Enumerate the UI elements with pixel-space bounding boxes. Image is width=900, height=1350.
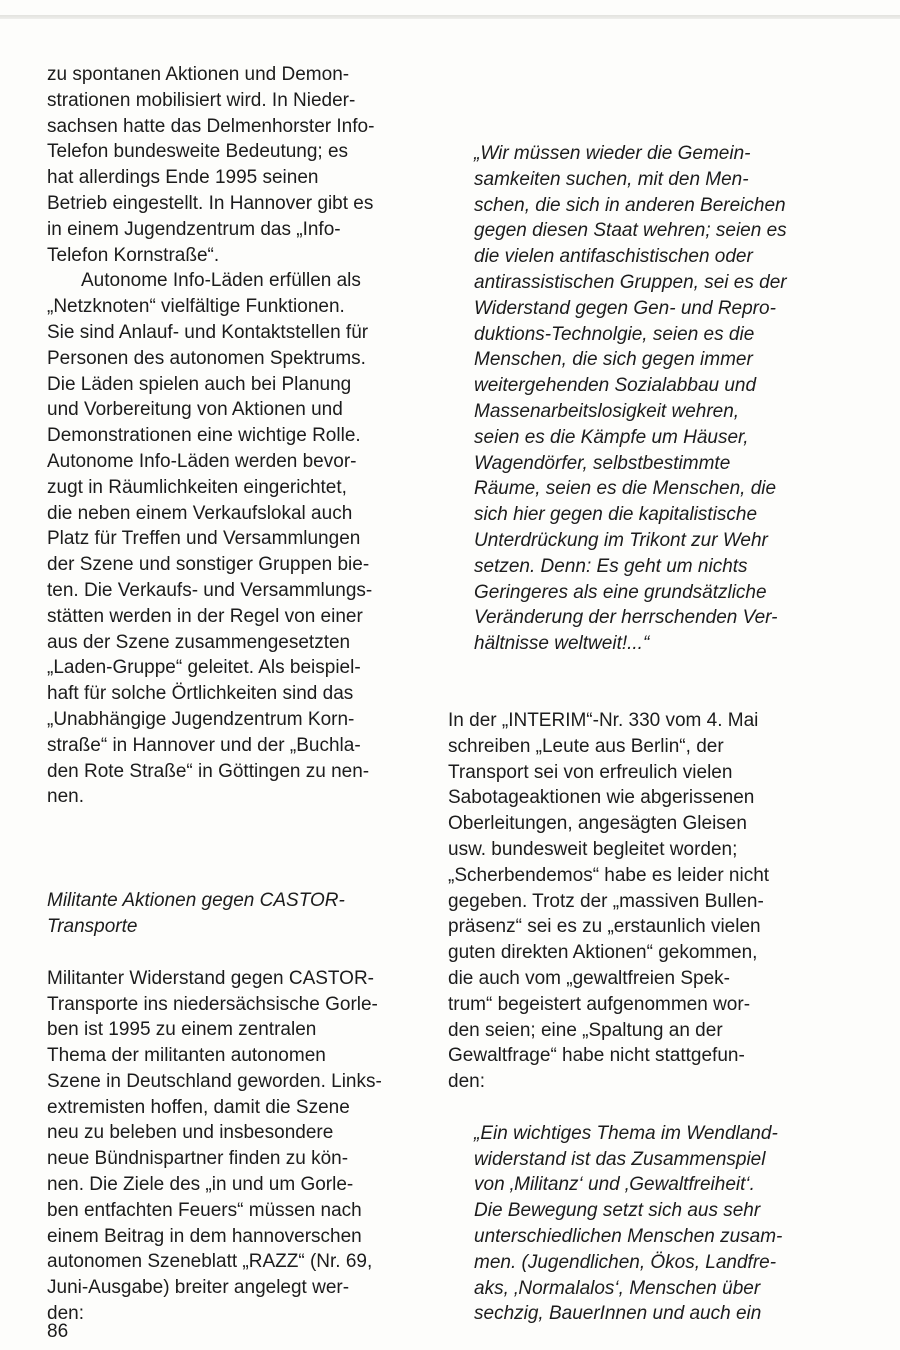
right-quote-1: „Wir müssen wieder die Gemein- samkeiten suchen, mit den Men- schen, die sich in anderen Bereichen gegen diesen Staat wehren; seien es die vielen antifaschistischen oder antirassistischen Gruppen, sei es der Widerstand gegen Gen- und Repro- duktions-Technolgie, seien es die Menschen, die sich gegen immer weitergehenden Sozialabbau und Massenarbeitslosigkeit wehren, seien es die Kämpfe um Häuser, Wagendörfer, selbstbestimmte Räume, seien es die Menschen, die sich hier gegen die kapitalistische Unterdrückung im Trikont zur Wehr setzen. Denn: Es geht um nichts Geringeres als eine grundsätzliche Veränderung der herrschenden Ver- hältnisse weltweit!...“ — [474, 143, 787, 655]
page-number: 86 — [47, 1321, 69, 1342]
left-column — [47, 62, 442, 1327]
top-rule — [0, 15, 900, 19]
right-quote-2: „Ein wichtiges Thema im Wendland- widerstand ist das Zusammenspiel von ‚Militanz‘ und ‚Gewaltfreiheit‘. Die Bewegung setzt sich aus sehr unterschiedlichen Menschen zusam- men. (Jugendlichen, Ökos, Landfre- aks, ‚Normalalos‘, Menschen über sechzig, BauerInnen und auch ein — [474, 1122, 783, 1325]
section-subheading: Militante Aktionen gegen CASTOR- Transporte — [47, 890, 345, 937]
left-paragraph-3: Militanter Widerstand gegen CASTOR- Transporte ins niedersächsische Gorle- ben ist 1995 zu einem zentralen Thema der militanten autonomen Szene in Deutschland geworden. Links- extremisten hoffen, damit die Szene neu zu beleben und insbesondere neue Bündnispartner finden zu kön- nen. Die Ziele des „in und um Gorle- ben entfachten Feuers“ müssen nach einem Beitrag in dem hannoverschen autonomen Szeneblatt „RAZZ“ (Nr. 69, Juni-Ausgabe) breiter angelegt wer- den: — [47, 967, 382, 1325]
left-paragraph-2: Autonome Info-Läden erfüllen als „Netzknoten“ vielfältige Funktionen. Sie sind Anlauf- und Kontaktstellen für Personen des autonomen Spektrums. Die Läden spielen auch bei Planung und Vorbereitung von Aktionen und Demonstrationen eine wichtige Rolle. Autonome Info-Läden werden bevor- zugt in Räumlichkeiten eingerichtet, die neben einem Verkaufslokal auch Platz für Treffen und Versammlungen der Szene und sonstiger Gruppen bie- ten. Die Verkaufs- und Versammlungs- stätten werden in der Regel von einer aus der Szene zusammengesetzten „Laden-Gruppe“ geleitet. Als beispiel- haft für solche Örtlichkeiten sind das „Unabhängige Jugendzentrum Korn- straße“ in Hannover und der „Buchla- den Rote Straße“ in Göttingen zu nen- nen. — [47, 270, 373, 808]
right-column — [448, 141, 858, 1327]
right-paragraph-1: In der „INTERIM“-Nr. 330 vom 4. Mai schreiben „Leute aus Berlin“, der Transport sei von erfreulich vielen Sabotageaktionen wie abgerissenen Oberleitungen, angesägten Gleisen usw. bundesweit begleitet worden; „Scherbendemos“ habe es leider nicht gegeben. Trotz der „massiven Bullen- präsenz“ sei es zu „erstaunlich vielen guten direkten Aktionen“ gekommen, die auch vom „gewaltfreien Spek- trum“ begeistert aufgenommen wor- den seien; eine „Spaltung an der Gewaltfrage“ habe nicht stattgefun- den: — [448, 709, 770, 1093]
left-paragraph-1: zu spontanen Aktionen und Demon- strationen mobilisiert wird. In Nieder- sachsen hatte das Delmenhorster Info- Telefon bundesweite Bedeutung; es hat allerdings Ende 1995 seinen Betrieb eingestellt. In Hannover gibt es in einem Jugendzentrum das „Info- Telefon Kornstraße“. — [47, 64, 375, 266]
